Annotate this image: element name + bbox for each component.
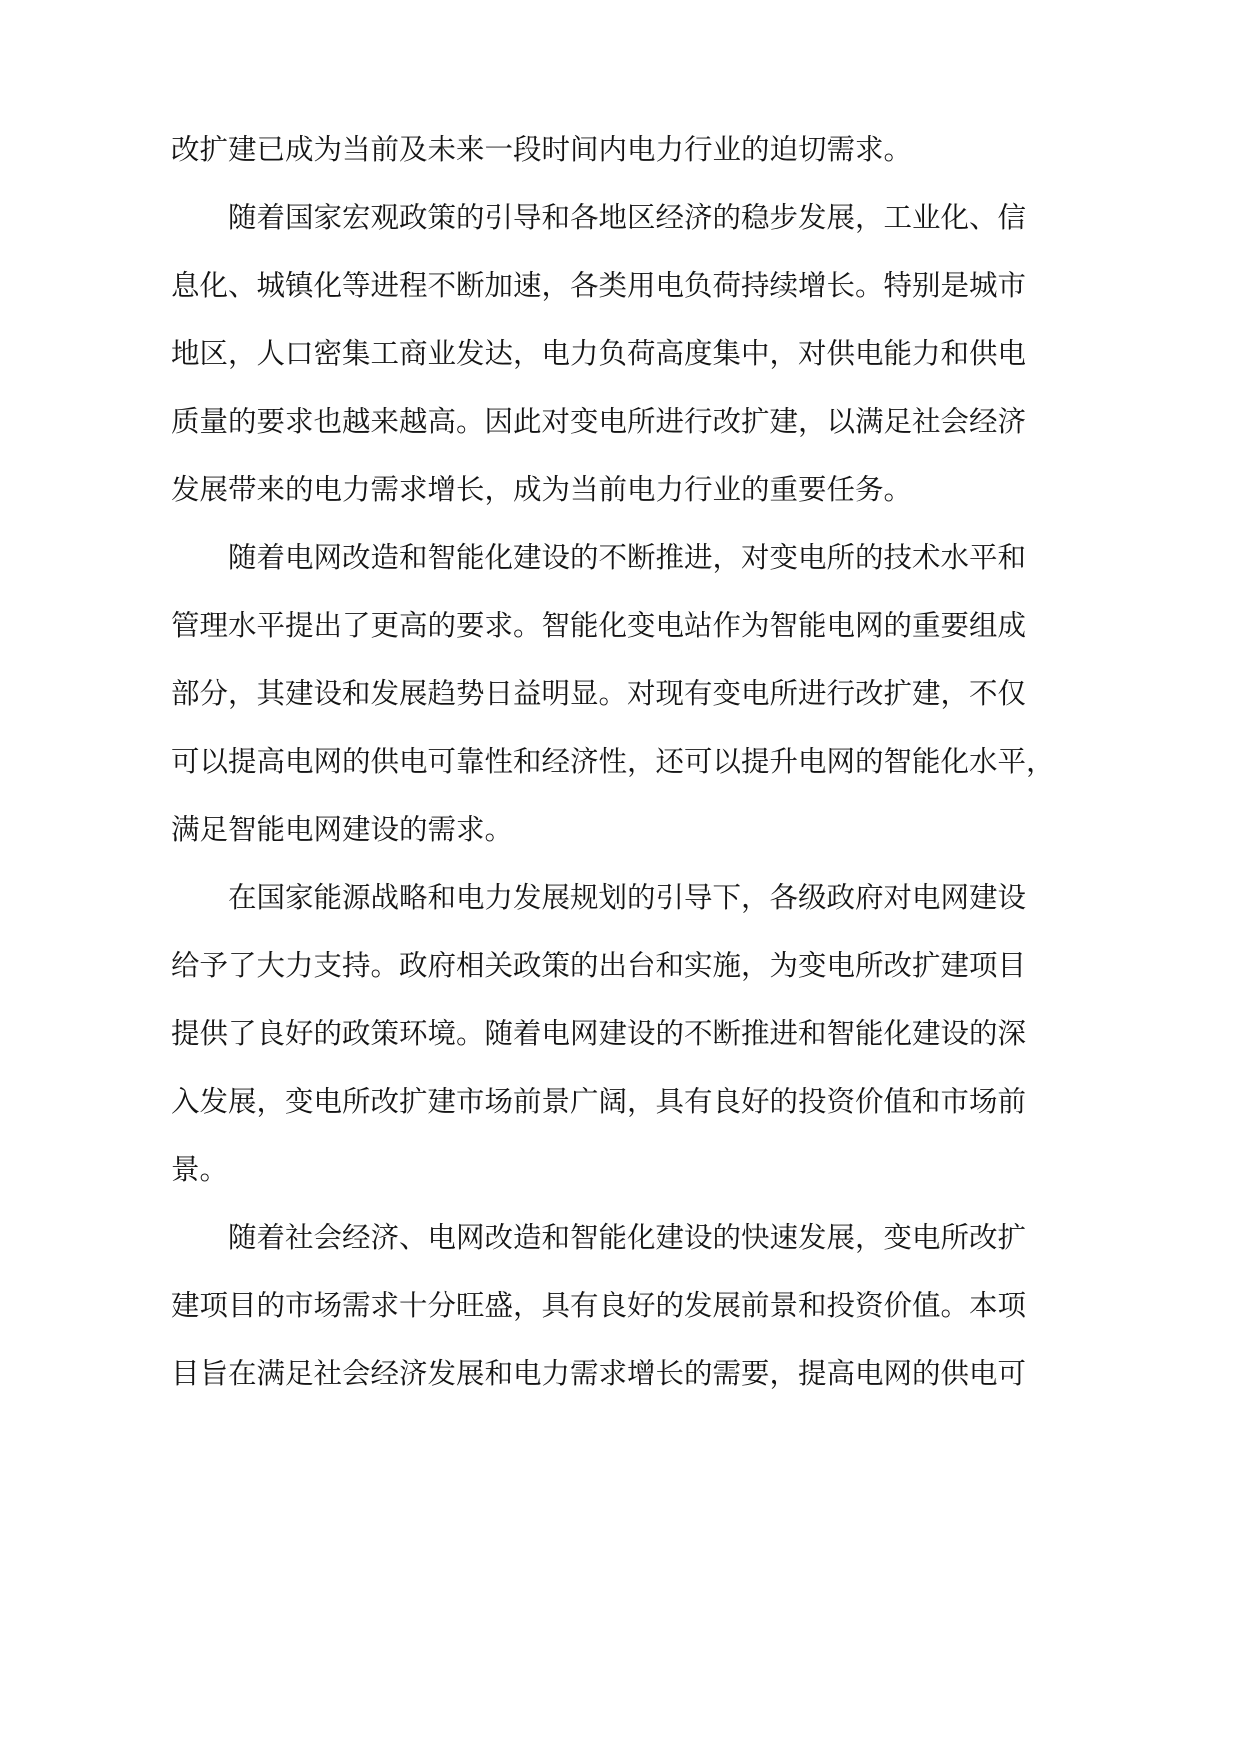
- text-line: 质量的要求也越来越高。因此对变电所进行改扩建，以满足社会经济: [171, 405, 1027, 438]
- text-line: 随着国家宏观政策的引导和各地区经济的稳步发展，工业化、信: [228, 201, 1027, 234]
- text-line: 目旨在满足社会经济发展和电力需求增长的需要，提高电网的供电可: [171, 1357, 1027, 1390]
- text-line: 入发展，变电所改扩建市场前景广阔，具有良好的投资价值和市场前: [171, 1085, 1027, 1118]
- text-line: 发展带来的电力需求增长，成为当前电力行业的重要任务。: [171, 473, 913, 506]
- text-line: 满足智能电网建设的需求。: [171, 813, 514, 846]
- text-line: 管理水平提出了更高的要求。智能化变电站作为智能电网的重要组成: [171, 609, 1027, 642]
- text-line: 景。: [171, 1153, 229, 1186]
- text-line: 提供了良好的政策环境。随着电网建设的不断推进和智能化建设的深: [171, 1017, 1027, 1050]
- text-line: 地区，人口密集工商业发达，电力负荷高度集中，对供电能力和供电: [171, 337, 1027, 370]
- text-line: 息化、城镇化等进程不断加速，各类用电负荷持续增长。特别是城市: [171, 269, 1027, 302]
- text-line: 给予了大力支持。政府相关政策的出台和实施，为变电所改扩建项目: [171, 949, 1027, 982]
- text-line: 部分，其建设和发展趋势日益明显。对现有变电所进行改扩建，不仅: [171, 677, 1027, 710]
- text-line: 在国家能源战略和电力发展规划的引导下，各级政府对电网建设: [228, 881, 1027, 914]
- text-line: 建项目的市场需求十分旺盛，具有良好的发展前景和投资价值。本项: [171, 1289, 1027, 1322]
- text-line: 可以提高电网的供电可靠性和经济性，还可以提升电网的智能化水平，: [171, 745, 1055, 778]
- text-line: 改扩建已成为当前及未来一段时间内电力行业的迫切需求。: [171, 133, 913, 166]
- text-line: 随着社会经济、电网改造和智能化建设的快速发展，变电所改扩: [228, 1221, 1027, 1254]
- text-line: 随着电网改造和智能化建设的不断推进，对变电所的技术水平和: [228, 541, 1027, 574]
